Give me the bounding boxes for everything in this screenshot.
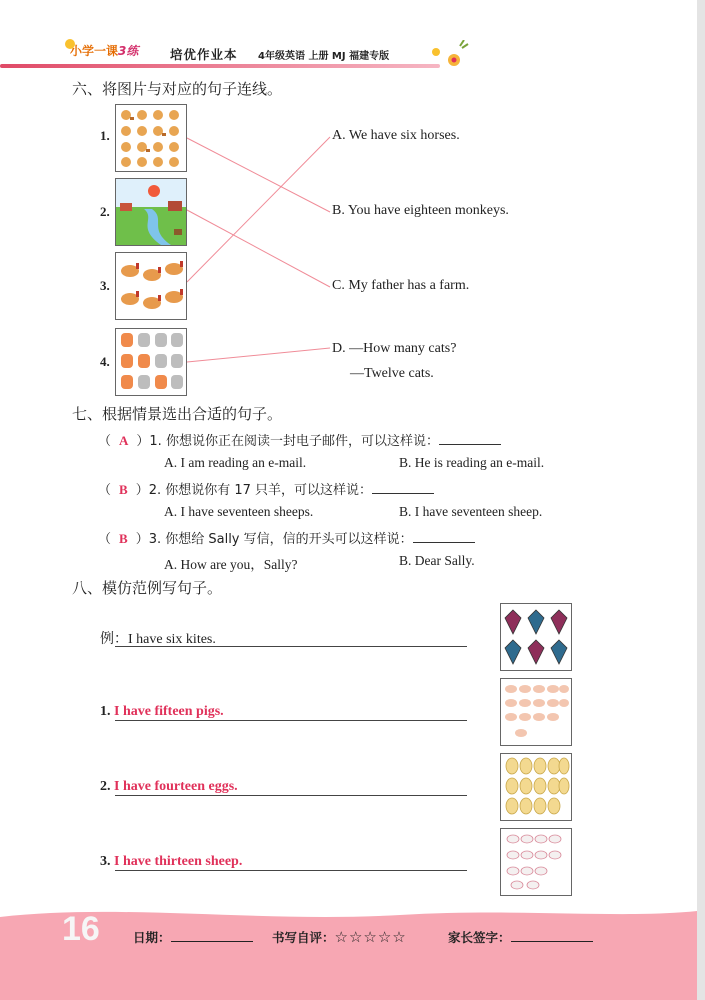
s8-line-1 xyxy=(115,720,467,721)
parent-sign-field[interactable] xyxy=(511,931,593,942)
s7-blank-2[interactable] xyxy=(372,481,434,494)
s7-q2-opt-a: A. I have seventeen sheeps. xyxy=(164,504,314,519)
section8-title: 八、模仿范例写句子。 xyxy=(72,579,223,597)
footer-self-eval: 书写自评：☆☆☆☆☆ xyxy=(272,928,407,946)
s8-pic-pigs xyxy=(500,678,572,746)
s8-row-1: 1. I have fifteen pigs. xyxy=(100,704,224,719)
s7-answer-2: B xyxy=(119,482,128,497)
footer-date: 日期： xyxy=(133,928,253,946)
s7-q2-opt-b: B. I have seventeen sheep. xyxy=(399,504,543,519)
s8-example-line xyxy=(115,646,467,647)
s8-row-2: 2. I have fourteen eggs. xyxy=(100,779,238,794)
s6-num-3: 3. xyxy=(100,278,110,293)
s6-pic-horses xyxy=(115,252,187,320)
s7-blank-3[interactable] xyxy=(413,530,475,543)
s7-q3-opt-a: A. How are you，Sally? xyxy=(164,557,298,572)
s7-q1-opt-b: B. He is reading an e-mail. xyxy=(399,455,545,470)
section6-title: 六、将图片与对应的句子连线。 xyxy=(72,80,283,98)
sheep-icon xyxy=(501,829,571,895)
header-logo: 小学一课3练 xyxy=(70,44,139,58)
s6-option-d-a: —Twelve cats. xyxy=(350,366,434,381)
s8-answer-2[interactable]: I have fourteen eggs. xyxy=(114,779,238,794)
s6-num-2: 2. xyxy=(100,204,110,219)
kites-icon xyxy=(501,604,571,670)
header-subtitle: 4年级英语 上册 MJ 福建专版 xyxy=(258,51,390,62)
s8-answer-1[interactable]: I have fifteen pigs. xyxy=(114,704,224,719)
s7-question-3: （ B ）3. 你想给 Sally 写信，信的开头可以这样说： xyxy=(98,528,475,547)
s6-num-1: 1. xyxy=(100,128,110,143)
footer-parent-sign: 家长签字： xyxy=(448,928,593,946)
s8-line-3 xyxy=(115,870,467,871)
star-rating[interactable]: ☆☆☆☆☆ xyxy=(334,928,407,946)
s7-answer-1: A xyxy=(119,433,129,448)
pigs-icon xyxy=(501,679,571,745)
s6-option-b: B. You have eighteen monkeys. xyxy=(332,203,509,218)
s8-pic-eggs xyxy=(500,753,572,821)
section7-title: 七、根据情景选出合适的句子。 xyxy=(72,405,283,423)
s6-pic-farm xyxy=(115,178,187,246)
horses-icon xyxy=(116,253,186,319)
s8-row-3: 3. I have thirteen sheep. xyxy=(100,854,243,869)
s8-pic-sheep xyxy=(500,828,572,896)
s7-blank-1[interactable] xyxy=(439,432,501,445)
footer-band xyxy=(0,905,697,1000)
page-number: 16 xyxy=(62,910,100,948)
s6-num-4: 4. xyxy=(100,354,110,369)
header-title: 培优作业本 xyxy=(170,47,238,62)
s8-answer-3[interactable]: I have thirteen sheep. xyxy=(114,854,243,869)
s8-example: 例：I have six kites. xyxy=(100,631,216,647)
eggs-icon xyxy=(501,754,571,820)
s7-q1-opt-a: A. I am reading an e-mail. xyxy=(164,455,307,470)
cats-icon xyxy=(116,329,186,395)
s7-question-2: （ B ）2. 你想说你有 17 只羊，可以这样说： xyxy=(98,479,434,498)
s6-pic-cats xyxy=(115,328,187,396)
s6-pic-monkeys xyxy=(115,104,187,172)
s6-option-c: C. My father has a farm. xyxy=(332,278,470,293)
s6-option-a: A. We have six horses. xyxy=(332,128,460,143)
s8-line-2 xyxy=(115,795,467,796)
s7-question-1: （ A ）1. 你想说你正在阅读一封电子邮件，可以这样说： xyxy=(98,430,501,449)
s6-option-d-q: D. —How many cats? xyxy=(332,341,457,356)
farm-icon xyxy=(116,179,186,245)
s7-q3-opt-b: B. Dear Sally. xyxy=(399,553,475,568)
monkeys-icon xyxy=(116,105,186,171)
date-field[interactable] xyxy=(171,931,253,942)
s8-pic-kites xyxy=(500,603,572,671)
s7-answer-3: B xyxy=(119,531,128,546)
